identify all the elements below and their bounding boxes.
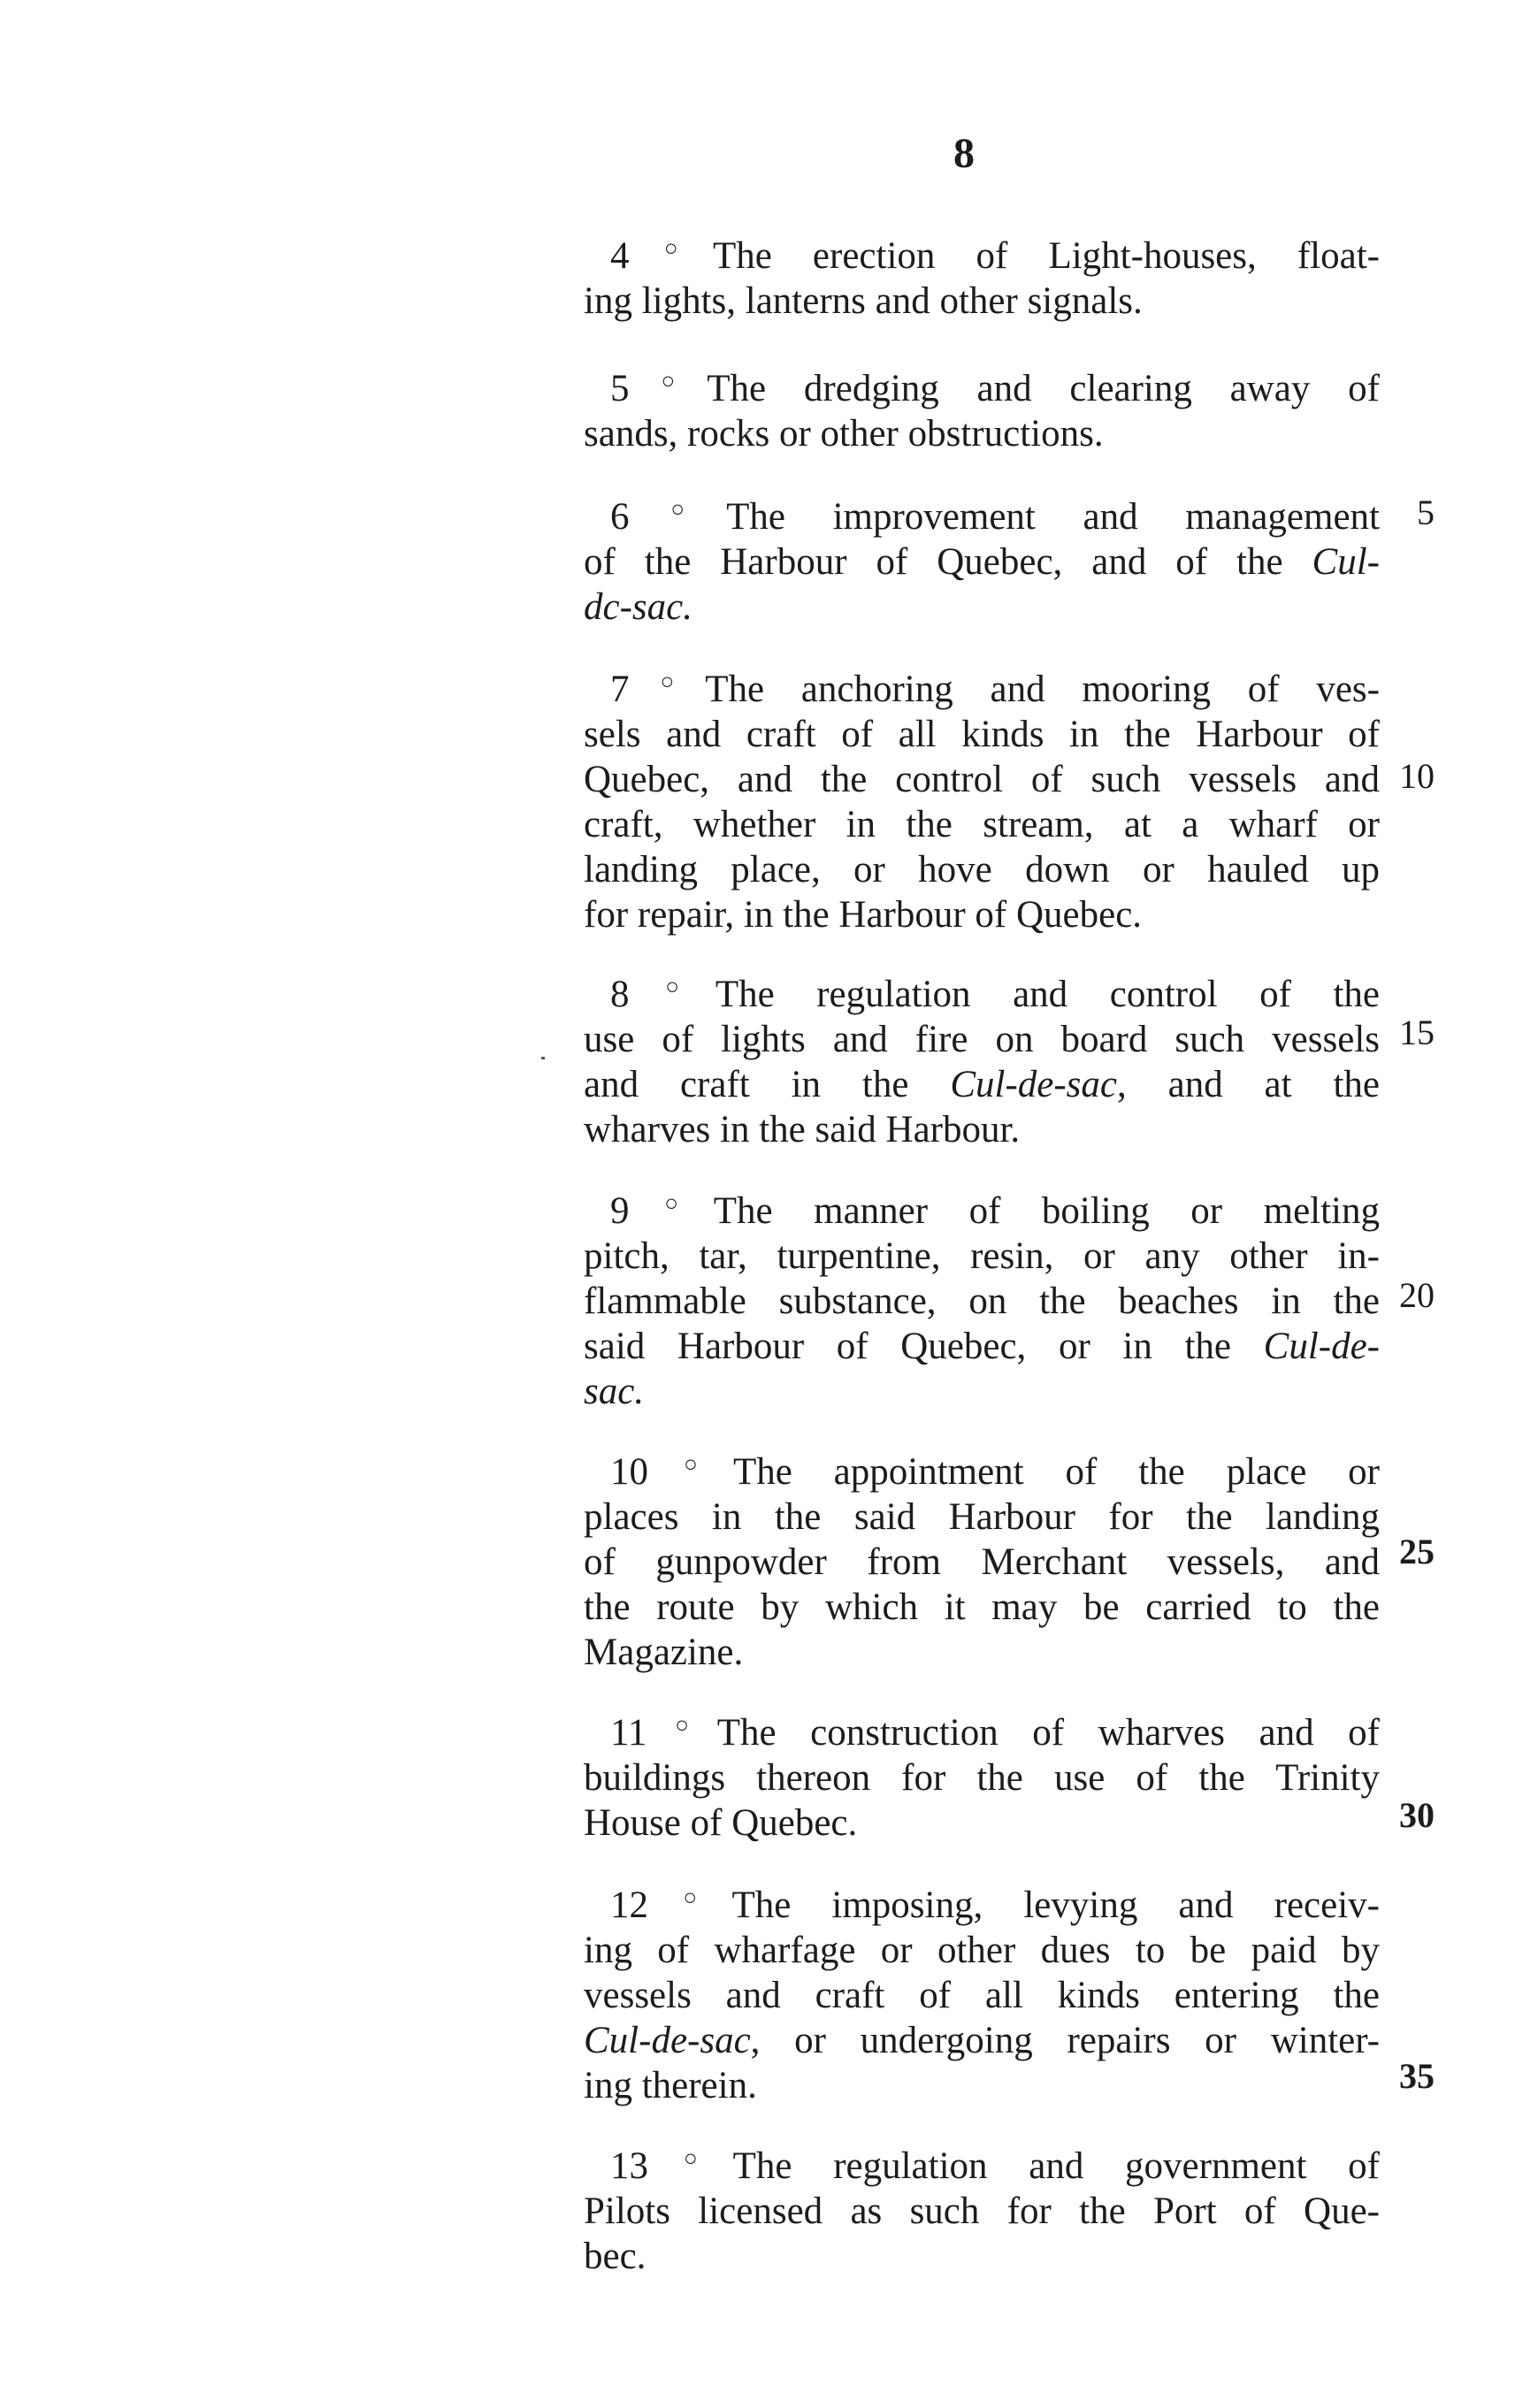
stray-ink-mark bbox=[541, 1057, 545, 1059]
paragraph-line: Quebec, and the control of such vessels and bbox=[584, 759, 1380, 800]
paragraph-line: House of Quebec. bbox=[584, 1802, 858, 1844]
paragraph-line: The dredging and clearing away of bbox=[707, 368, 1380, 409]
paragraph-line: vessels and craft of all kinds entering the bbox=[584, 1975, 1380, 2016]
paragraph-line: , or undergoing repairs or winter- bbox=[750, 2020, 1380, 2061]
paragraph-line: The regulation and government of bbox=[732, 2145, 1380, 2187]
margin-line-number: 35 bbox=[1399, 2056, 1435, 2096]
item-number: 8 bbox=[610, 974, 630, 1015]
paragraph-line: said Harbour of Quebec, or in the bbox=[584, 1326, 1231, 1367]
paragraph-line: buildings thereon for the use of the Trinity bbox=[584, 1757, 1380, 1799]
paragraph-4 bbox=[584, 226, 1380, 324]
paragraph-12 bbox=[584, 1875, 1380, 2108]
paragraph-line: The erection of Light-houses, float- bbox=[712, 235, 1380, 277]
paragraph-line: Magazine. bbox=[584, 1632, 744, 1673]
paragraph-line: The appointment of the place or bbox=[732, 1451, 1380, 1493]
item-number: 10 bbox=[610, 1451, 648, 1493]
degree-mark: ○ bbox=[652, 2145, 730, 2171]
degree-mark: ○ bbox=[652, 1451, 730, 1477]
paragraph-line: use of lights and fire on board such vessels bbox=[584, 1019, 1380, 1060]
margin-line-number: 5 bbox=[1417, 493, 1435, 532]
paragraph-line: the route by which it may be carried to the bbox=[584, 1586, 1380, 1628]
paragraph-line: The manner of boiling or melting bbox=[713, 1190, 1380, 1232]
paragraph-5 bbox=[584, 358, 1380, 456]
paragraph-line: sands, rocks or other obstructions. bbox=[584, 413, 1104, 455]
margin-line-number: 20 bbox=[1399, 1275, 1435, 1315]
page-number: 8 bbox=[953, 130, 975, 177]
paragraph-line: The imposing, levying and receiv- bbox=[731, 1884, 1380, 1926]
paragraph-line: sels and craft of all kinds in the Harbour of bbox=[584, 714, 1380, 755]
paragraph-line: flammable substance, on the beaches in the bbox=[584, 1280, 1380, 1322]
italic-text: Cul-de-sac bbox=[584, 2020, 751, 2061]
degree-mark: ○ bbox=[632, 1190, 710, 1216]
item-number: 6 bbox=[610, 496, 630, 538]
paragraph-line: for repair, in the Harbour of Quebec. bbox=[584, 894, 1143, 936]
margin-line-number: 30 bbox=[1399, 1795, 1435, 1835]
paragraph-line: places in the said Harbour for the landing bbox=[584, 1496, 1380, 1538]
item-number: 7 bbox=[610, 669, 630, 710]
paragraph-line: , and at the bbox=[1116, 1064, 1380, 1105]
paragraph-13 bbox=[584, 2136, 1380, 2279]
degree-mark: ○ bbox=[650, 1712, 714, 1738]
margin-line-number: 10 bbox=[1399, 756, 1435, 796]
paragraph-line: The anchoring and mooring of ves- bbox=[705, 669, 1380, 710]
paragraph-8 bbox=[584, 964, 1380, 1152]
degree-mark: ○ bbox=[652, 1884, 729, 1910]
italic-text: Cul-de- bbox=[1263, 1326, 1380, 1367]
paragraph-line: The improvement and management bbox=[726, 496, 1380, 538]
paragraph-line: The regulation and control of the bbox=[715, 974, 1380, 1015]
paragraph-line: of the Harbour of Quebec, and of the bbox=[584, 541, 1283, 583]
margin-line-number: 25 bbox=[1399, 1532, 1435, 1571]
degree-mark: ○ bbox=[632, 974, 712, 999]
margin-line-number: 15 bbox=[1399, 1013, 1435, 1052]
paragraph-line: ing therein. bbox=[584, 2065, 757, 2106]
paragraph-line: Pilots licensed as such for the Port of Que- bbox=[584, 2190, 1380, 2232]
paragraph-line: wharves in the said Harbour. bbox=[584, 1109, 1021, 1150]
item-number: 5 bbox=[610, 368, 630, 409]
paragraph-7 bbox=[584, 659, 1380, 937]
italic-text: Cul- bbox=[1312, 541, 1380, 583]
paragraph-line: ing lights, lanterns and other signals. bbox=[584, 280, 1143, 322]
italic-text: Cul-de-sac bbox=[950, 1064, 1117, 1105]
paragraph-line: dc-sac. bbox=[584, 586, 692, 628]
paragraph-line: The construction of wharves and of bbox=[716, 1712, 1380, 1754]
paragraph-line: ing of wharfage or other dues to be paid by bbox=[584, 1930, 1380, 1971]
paragraph-10 bbox=[584, 1441, 1380, 1675]
paragraph-9 bbox=[584, 1181, 1380, 1414]
item-number: 13 bbox=[610, 2145, 648, 2187]
paragraph-11 bbox=[584, 1702, 1380, 1846]
item-number: 4 bbox=[610, 235, 630, 277]
item-number: 11 bbox=[610, 1712, 647, 1754]
paragraph-line: bec. bbox=[584, 2236, 647, 2277]
item-number: 9 bbox=[610, 1190, 630, 1232]
paragraph-line: craft, whether in the stream, at a wharf or bbox=[584, 804, 1380, 845]
paragraph-line: pitch, tar, turpentine, resin, or any other in- bbox=[584, 1235, 1380, 1277]
degree-mark: ○ bbox=[632, 368, 704, 394]
paragraph-6 bbox=[584, 486, 1380, 630]
degree-mark: ○ bbox=[632, 669, 702, 694]
paragraph-line: and craft in the bbox=[584, 1064, 909, 1105]
paragraph-line: landing place, or hove down or hauled up bbox=[584, 849, 1380, 891]
degree-mark: ○ bbox=[632, 496, 723, 522]
degree-mark: ○ bbox=[632, 235, 709, 261]
paragraph-line: of gunpowder from Merchant vessels, and bbox=[584, 1541, 1380, 1583]
item-number: 12 bbox=[610, 1884, 648, 1926]
paragraph-line: sac. bbox=[584, 1371, 645, 1412]
